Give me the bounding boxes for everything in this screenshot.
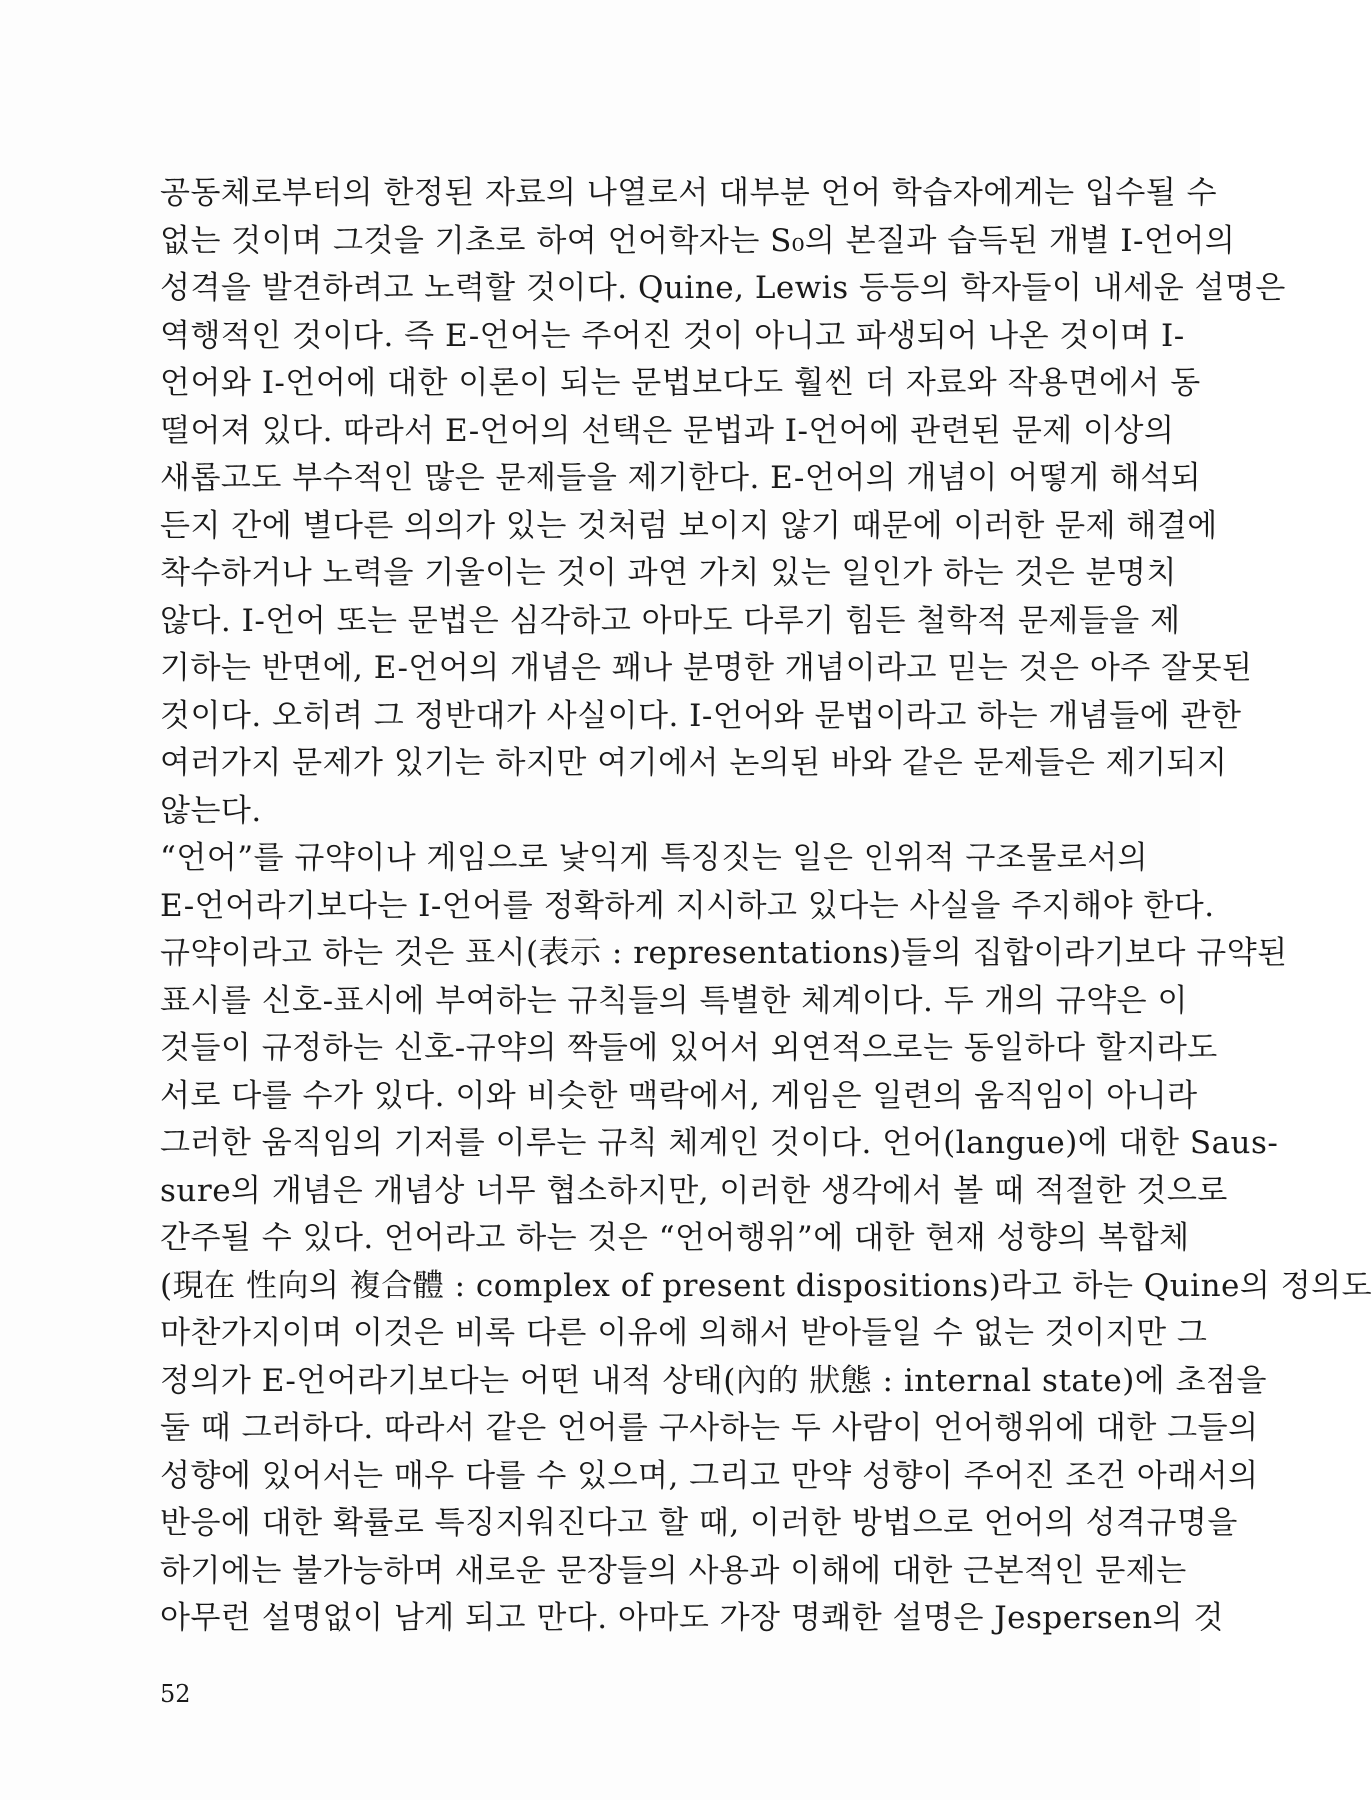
text-line: 하기에는 불가능하며 새로운 문장들의 사용과 이해에 대한 근본적인 문제는 <box>160 1552 1187 1589</box>
text-line: 언어와 I-언어에 대한 이론이 되는 문법보다도 훨씬 더 자료와 작용면에서 동 <box>160 365 1201 401</box>
text-line: 마찬가지이며 이것은 비록 다른 이유에 의해서 받아들일 수 없는 것이지만 그 <box>160 1315 1208 1351</box>
text-line: 반응에 대한 확률로 특징지워진다고 할 때, 이러한 방법으로 언어의 성격규명을 <box>160 1505 1238 1541</box>
text-line: 성향에 있어서는 매우 다를 수 있으며, 그리고 만약 성향이 주어진 조건 아래서의 <box>160 1457 1259 1494</box>
text-line: 것이다. 오히려 그 정반대가 사실이다. I-언어와 문법이라고 하는 개념들에 관한 <box>160 697 1242 734</box>
text-line: 규약이라고 하는 것은 표시(表示 : representations)들의 집합이라기보다 규약된 <box>160 935 1288 971</box>
text-line: 역행적인 것이다. 즉 E-언어는 주어진 것이 아니고 파생되어 나온 것이며 I- <box>160 317 1185 354</box>
text-line: 성격을 발견하려고 노력할 것이다. Quine, Lewis 등등의 학자들이 내세운 설명은 <box>160 270 1286 306</box>
text-line: 둘 때 그러하다. 따라서 같은 언어를 구사하는 두 사람이 언어행위에 대한 그들의 <box>160 1410 1259 1446</box>
text-line: 않는다. <box>160 792 262 829</box>
text-line: 없는 것이며 그것을 기초로 하여 언어학자는 S₀의 본질과 습득된 개별 I-언어의 <box>160 222 1236 259</box>
text-line: 서로 다를 수가 있다. 이와 비슷한 맥락에서, 게임은 일련의 움직임이 아니라 <box>160 1077 1198 1114</box>
text-line: E-언어라기보다는 I-언어를 정확하게 지시하고 있다는 사실을 주지해야 한다. <box>160 887 1215 924</box>
text-line: sure의 개념은 개념상 너무 협소하지만, 이러한 생각에서 볼 때 적절한 것으로 <box>160 1172 1228 1209</box>
text-line: 아무런 설명없이 남게 되고 만다. 아마도 가장 명쾌한 설명은 Jespersen의 것 <box>160 1600 1224 1636</box>
text-line: 공동체로부터의 한정된 자료의 나열로서 대부분 언어 학습자에게는 입수될 수 <box>160 175 1218 211</box>
page-number: 52 <box>160 1680 191 1708</box>
text-line: 여러가지 문제가 있기는 하지만 여기에서 논의된 바와 같은 문제들은 제기되지 <box>160 745 1228 781</box>
text-line: 표시를 신호-표시에 부여하는 규칙들의 특별한 체계이다. 두 개의 규약은 이 <box>160 982 1188 1019</box>
text-line: 정의가 E-언어라기보다는 어떤 내적 상태(內的 狀態 : internal state)에 초점을 <box>160 1362 1267 1399</box>
text-line: “언어”를 규약이나 게임으로 낯익게 특징짓는 일은 인위적 구조물로서의 <box>160 840 1149 876</box>
text-line: 착수하거나 노력을 기울이는 것이 과연 가치 있는 일인가 하는 것은 분명치 <box>160 555 1177 591</box>
text-line: 떨어져 있다. 따라서 E-언어의 선택은 문법과 I-언어에 관련된 문제 이상의 <box>160 412 1175 449</box>
text-line: 새롭고도 부수적인 많은 문제들을 제기한다. E-언어의 개념이 어떻게 해석되 <box>160 460 1202 496</box>
text-line: 않다. I-언어 또는 문법은 심각하고 아마도 다루기 힘든 철학적 문제들을 제 <box>160 602 1181 639</box>
text-line: 것들이 규정하는 신호-규약의 짝들에 있어서 외연적으로는 동일하다 할지라도 <box>160 1030 1218 1066</box>
text-line: 든지 간에 별다른 의의가 있는 것처럼 보이지 않기 때문에 이러한 문제 해결에 <box>160 507 1218 544</box>
text-line: (現在 性向의 複合體 : complex of present dispositions)라고 하는 Quine의 정의도 <box>160 1267 1372 1304</box>
text-line: 기하는 반면에, E-언어의 개념은 꽤나 분명한 개념이라고 믿는 것은 아주 잘못된 <box>160 650 1253 686</box>
body-text <box>160 170 1372 1643</box>
text-line: 그러한 움직임의 기저를 이루는 규칙 체계인 것이다. 언어(langue)에 대한 Saus- <box>160 1125 1279 1161</box>
text-line: 간주될 수 있다. 언어라고 하는 것은 “언어행위”에 대한 현재 성향의 복합체 <box>160 1220 1190 1256</box>
